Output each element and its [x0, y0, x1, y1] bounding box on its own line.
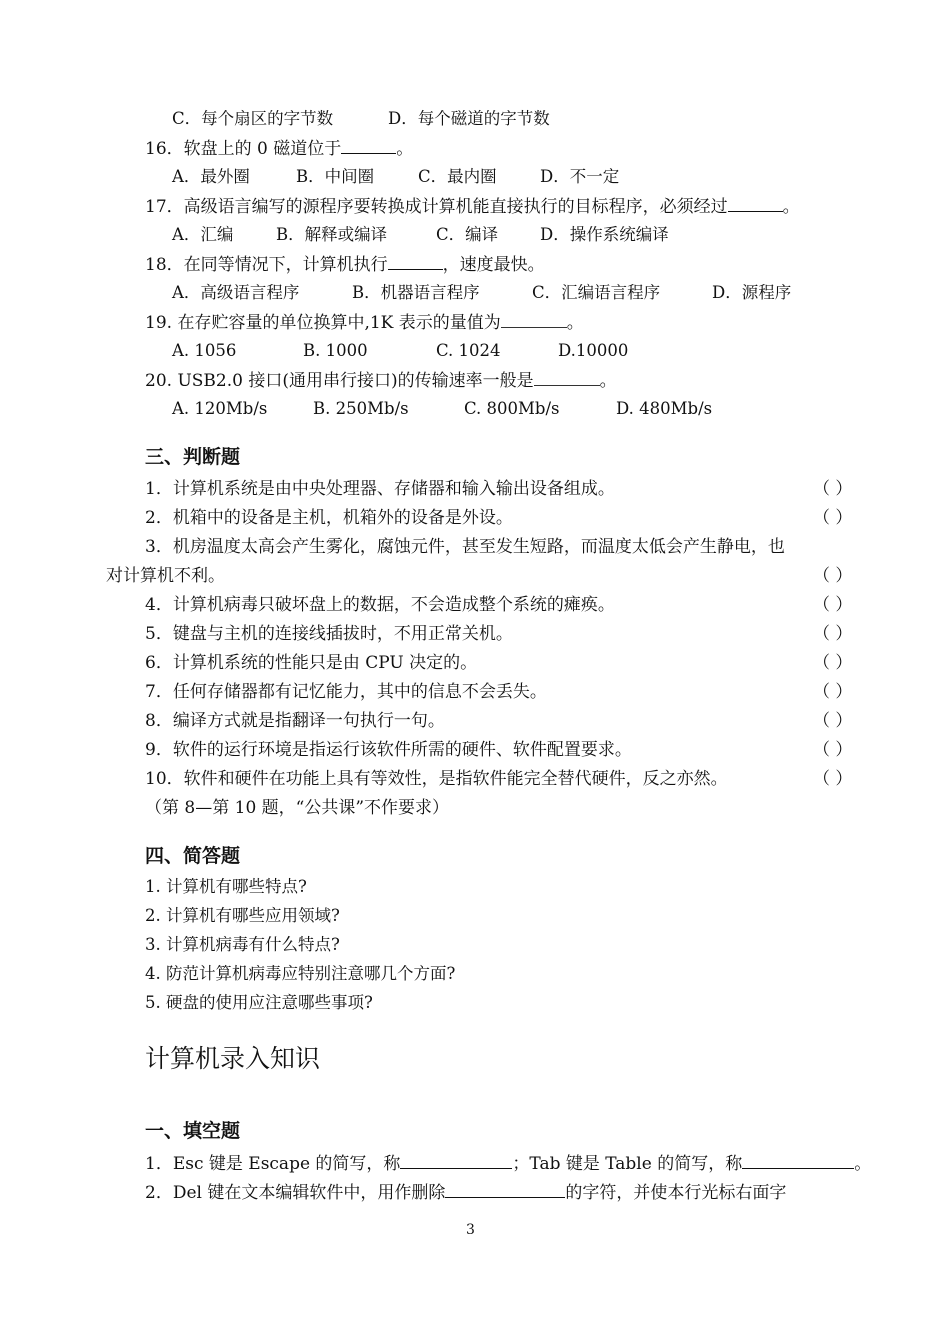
tf-heading: 三、判断题 — [145, 446, 241, 468]
q20-option-c: C. 800Mb/s — [464, 399, 560, 418]
q15-option-d: D．每个磁道的字节数 — [388, 109, 550, 128]
q15-option-c: C．每个扇区的字节数 — [172, 109, 334, 128]
q18-option-a: A．高级语言程序 — [172, 283, 300, 302]
tf-item-3: 3．机房温度太高会产生雾化，腐蚀元件，甚至发生短路，而温度太低会产生静电，也 — [145, 537, 785, 557]
q16-end: 。 — [396, 139, 414, 159]
q17-end: 。 — [782, 197, 800, 217]
tf-item-9: 9．软件的运行环境是指运行该软件所需的硬件、软件配置要求。 — [145, 740, 632, 760]
tf-answer-3: （ ） — [813, 566, 853, 586]
q16-option-d: D．不一定 — [540, 167, 620, 186]
fill-heading: 一、填空题 — [145, 1120, 241, 1142]
q19-option-c: C. 1024 — [436, 341, 501, 360]
tf-item-7: 7．任何存储器都有记忆能力，其中的信息不会丢失。 — [145, 682, 547, 702]
q16-option-b: B．中间圈 — [296, 167, 375, 186]
fill-q2-text: 2．Del 键在文本编辑软件中，用作删除 — [145, 1183, 446, 1203]
q20-option-b: B. 250Mb/s — [313, 399, 409, 418]
q20-blank — [534, 369, 600, 386]
q16-option-c: C．最内圈 — [418, 167, 497, 186]
tf-item-10: 10．软件和硬件在功能上具有等效性，是指软件能完全替代硬件，反之亦然。 — [145, 769, 728, 789]
fill-q1-blank2 — [742, 1152, 854, 1169]
q17-option-c: C．编译 — [436, 225, 499, 244]
tf-answer-9: （ ） — [813, 740, 853, 760]
q18-question — [145, 253, 545, 276]
tf-answer-4: （ ） — [813, 595, 853, 615]
q18-text: 18．在同等情况下，计算机执行 — [145, 255, 388, 275]
q16-question — [145, 137, 413, 160]
tf-item-1: 1．计算机系统是由中央处理器、存储器和输入输出设备组成。 — [145, 479, 615, 499]
tf-note: （第 8—第 10 题，“公共课”不作要求） — [145, 798, 450, 818]
tf-answer-8: （ ） — [813, 711, 853, 731]
q17-question — [145, 195, 800, 218]
tf-answer-5: （ ） — [813, 624, 853, 644]
tf-answer-10: （ ） — [813, 769, 853, 789]
q20-text: 20. USB2.0 接口(通用串行接口)的传输速率一般是 — [145, 371, 534, 391]
qa-heading: 四、简答题 — [145, 845, 241, 867]
q17-option-b: B．解释或编译 — [276, 225, 388, 244]
q17-blank — [728, 195, 783, 212]
fill-q1-end: 。 — [854, 1154, 872, 1174]
q19-end: 。 — [566, 313, 584, 333]
q19-text: 19. 在存贮容量的单位换算中,1K 表示的量值为 — [145, 313, 501, 333]
q16-option-a: A．最外圈 — [172, 167, 250, 186]
q19-question — [145, 311, 584, 334]
q17-text: 17．高级语言编写的源程序要转换成计算机能直接执行的目标程序，必须经过 — [145, 197, 728, 217]
q17-option-a: A．汇编 — [172, 225, 234, 244]
q20-option-d: D. 480Mb/s — [616, 399, 713, 418]
q18-blank — [388, 253, 443, 270]
qa-item-1: 1. 计算机有哪些特点? — [145, 877, 307, 896]
tf-item-3-cont: 对计算机不利。 — [106, 566, 225, 586]
fill-q1 — [145, 1152, 871, 1175]
q19-option-d: D.10000 — [558, 341, 629, 360]
qa-item-2: 2. 计算机有哪些应用领域? — [145, 906, 340, 925]
tf-answer-1: （ ） — [813, 479, 853, 499]
qa-item-4: 4. 防范计算机病毒应特别注意哪几个方面? — [145, 964, 456, 983]
q18-end: ，速度最快。 — [442, 255, 545, 275]
q17-option-d: D．操作系统编译 — [540, 225, 669, 244]
q16-blank — [341, 137, 396, 154]
q20-option-a: A. 120Mb/s — [172, 399, 268, 418]
page-number: 3 — [466, 1222, 475, 1238]
q20-question — [145, 369, 617, 392]
tf-item-6: 6．计算机系统的性能只是由 CPU 决定的。 — [145, 653, 478, 673]
fill-q1-part2: ；Tab 键是 Table 的简写，称 — [512, 1154, 743, 1174]
qa-item-3: 3. 计算机病毒有什么特点? — [145, 935, 340, 954]
tf-answer-6: （ ） — [813, 653, 853, 673]
q19-option-a: A. 1056 — [172, 341, 237, 360]
tf-item-8: 8．编译方式就是指翻译一句执行一句。 — [145, 711, 445, 731]
fill-q2-tail: 的字符，并使本行光标右面字 — [565, 1183, 787, 1203]
q18-option-c: C．汇编语言程序 — [532, 283, 661, 302]
q19-blank — [501, 311, 567, 328]
tf-answer-7: （ ） — [813, 682, 853, 702]
q16-text: 16．软盘上的 0 磁道位于 — [145, 139, 342, 159]
q18-option-b: B．机器语言程序 — [352, 283, 480, 302]
qa-item-5: 5. 硬盘的使用应注意哪些事项? — [145, 993, 373, 1012]
fill-q1-part1: 1．Esc 键是 Escape 的简写，称 — [145, 1154, 401, 1174]
tf-item-5: 5．键盘与主机的连接线插拔时，不用正常关机。 — [145, 624, 513, 644]
tf-item-2: 2．机箱中的设备是主机，机箱外的设备是外设。 — [145, 508, 513, 528]
fill-q2 — [145, 1181, 786, 1204]
q18-option-d: D．源程序 — [712, 283, 792, 302]
tf-item-4: 4．计算机病毒只破坏盘上的数据，不会造成整个系统的瘫痪。 — [145, 595, 615, 615]
q20-end: 。 — [599, 371, 617, 391]
q19-option-b: B. 1000 — [303, 341, 368, 360]
fill-q1-blank1 — [400, 1152, 512, 1169]
fill-q2-blank — [445, 1181, 565, 1198]
section-title: 计算机录入知识 — [145, 1044, 321, 1073]
tf-answer-2: （ ） — [813, 508, 853, 528]
